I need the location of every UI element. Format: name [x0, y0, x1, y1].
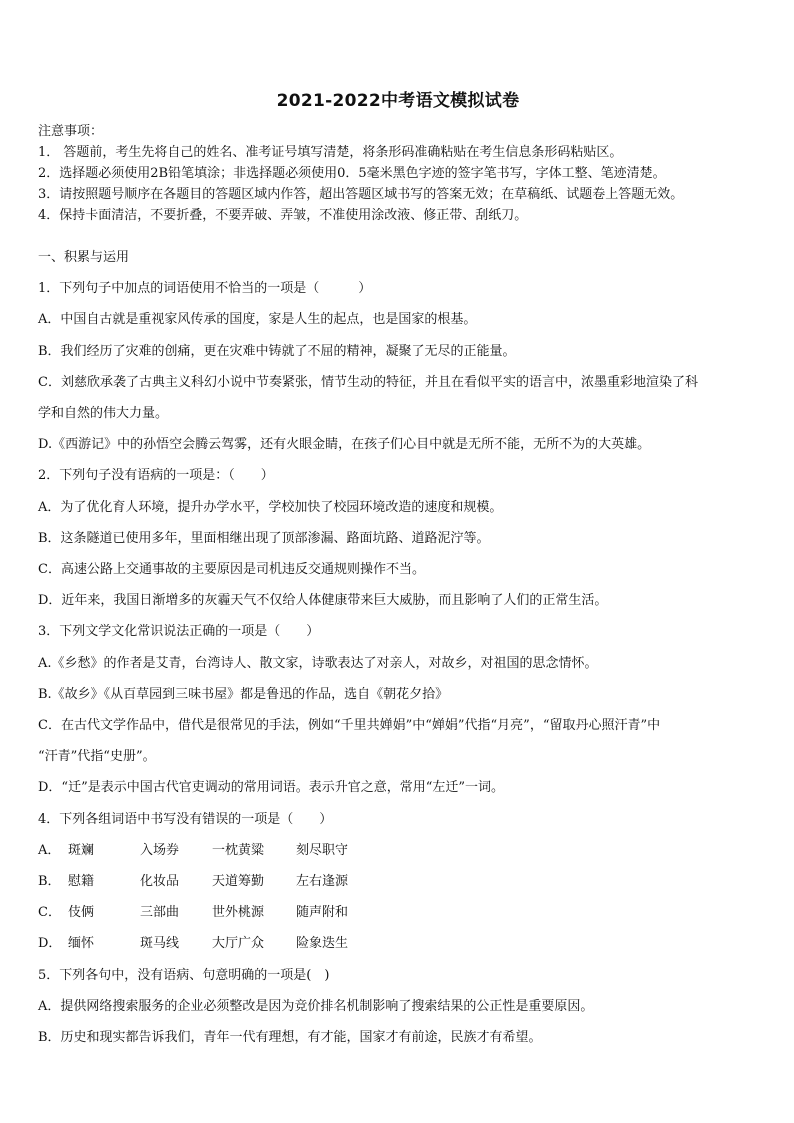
question-3-option-b: B.《故乡》《从百草园到三味书屋》都是鲁迅的作品，选自《朝花夕拾》: [38, 686, 449, 702]
option-word: 大厅广众: [212, 936, 265, 952]
question-1-option-b: B．我们经历了灾难的创痛，更在灾难中铸就了不屈的精神，凝聚了无尽的正能量。: [38, 343, 516, 359]
question-4-option-b: [38, 866, 768, 897]
page-title: 2021-2022中考语文模拟试卷: [276, 91, 520, 111]
option-word: 刻尽职守: [296, 842, 349, 858]
question-1-option-c-cont: 学和自然的伟大力量。: [38, 406, 169, 422]
option-word: 一枕黄粱: [212, 842, 265, 858]
question-1-option-d: D.《西游记》中的孙悟空会腾云驾雾，还有火眼金睛，在孩子们心目中就是无所不能，无所不为的大英雄。: [38, 437, 651, 453]
question-body: [38, 242, 768, 1053]
question-1-option-a: A．中国自古就是重视家风传承的国度，家是人生的起点，也是国家的根基。: [38, 312, 477, 328]
question-5-option-b: B．历史和现实都告诉我们，青年一代有理想，有才能，国家才有前途，民族才有希望。: [38, 1030, 542, 1046]
notice-block: [38, 121, 768, 226]
option-label: A．: [38, 842, 61, 858]
option-label: D．: [38, 936, 62, 952]
question-2-option-a: A．为了优化育人环境，提升办学水平，学校加快了校园环境改造的速度和规模。: [38, 499, 503, 515]
section-heading: 一、积累与运用: [38, 250, 130, 265]
notice-item: 2．选择题必须使用2B铅笔填涂；非选择题必须使用0．5毫米黑色字迹的签字笔书写，字体工整、笔迹清楚。: [38, 166, 666, 181]
question-3-option-a: A.《乡愁》的作者是艾青，台湾诗人、散文家，诗歌表达了对亲人，对故乡，对祖国的思念情怀。: [38, 655, 598, 671]
option-word: 缅怀: [68, 936, 95, 952]
notice-heading: 注意事项：: [38, 124, 104, 139]
question-2-option-d: D．近年来，我国日渐增多的灰霾天气不仅给人体健康带来巨大威胁，而且影响了人们的正常生活。: [38, 593, 608, 609]
option-label: B．: [38, 874, 61, 890]
question-4-option-c: [38, 897, 768, 928]
option-word: 化妆品: [140, 874, 180, 890]
question-3-option-d: D．“迁”是表示中国古代官吏调动的常用词语。表示升官之意，常用“左迁”一词。: [38, 780, 505, 796]
question-5-option-a: A．提供网络搜索服务的企业必须整改是因为竞价排名机制影响了搜索结果的公正性是重要原因。: [38, 998, 594, 1014]
option-word: 三部曲: [140, 905, 180, 921]
question-3-option-c: C．在古代文学作品中，借代是很常见的手法，例如“千里共婵娟”中“婵娟”代指“月亮”，“留取丹心照汗青”中: [38, 718, 661, 734]
question-2-option-b: B．这条隧道已使用多年，里面相继出现了顶部渗漏、路面坑路、道路泥泞等。: [38, 530, 490, 546]
option-word: 慰籍: [68, 874, 95, 890]
option-word: 天道筹勤: [212, 874, 265, 890]
question-3-option-c-cont: “汗青”代指“史册”。: [38, 749, 156, 765]
option-word: 世外桃源: [212, 905, 265, 921]
option-word: 随声附和: [296, 905, 349, 921]
question-5-stem: 5．下列各句中，没有语病、句意明确的一项是( ): [38, 967, 330, 983]
option-word: 伎俩: [68, 905, 95, 921]
question-1-stem: 1．下列句子中加点的词语使用不恰当的一项是（ ）: [38, 281, 372, 297]
option-word: 左右逢源: [296, 874, 349, 890]
question-3-stem: 3．下列文学文化常识说法正确的一项是（ ）: [38, 624, 320, 640]
option-word: 斑斓: [68, 842, 95, 858]
option-label: C．: [38, 905, 61, 921]
question-4-option-d: [38, 928, 768, 959]
question-2-stem: 2．下列句子没有语病的一项是：（ ）: [38, 468, 274, 484]
question-4-option-a: [38, 835, 768, 866]
option-word: 险象迭生: [296, 936, 349, 952]
notice-item: 4．保持卡面清洁，不要折叠，不要弄破、弄皱，不准使用涂改液、修正带、刮纸刀。: [38, 208, 528, 223]
question-4-stem: 4．下列各组词语中书写没有错误的一项是（ ）: [38, 811, 333, 827]
notice-item: 1． 答题前，考生先将自己的姓名、准考证号填写清楚，将条形码准确粘贴在考生信息条形码粘贴区。: [38, 145, 623, 160]
notice-item: 3．请按照题号顺序在各题目的答题区域内作答，超出答题区域书写的答案无效；在草稿纸、试题卷上答题无效。: [38, 187, 684, 202]
question-2-option-c: C．高速公路上交通事故的主要原因是司机违反交通规则操作不当。: [38, 562, 425, 578]
question-1-option-c: C．刘慈欣承袭了古典主义科幻小说中节奏紧张，情节生动的特征，并且在看似平实的语言中，浓墨重彩地渲染了科: [38, 374, 698, 390]
option-word: 斑马线: [140, 936, 180, 952]
option-word: 入场券: [140, 842, 180, 858]
